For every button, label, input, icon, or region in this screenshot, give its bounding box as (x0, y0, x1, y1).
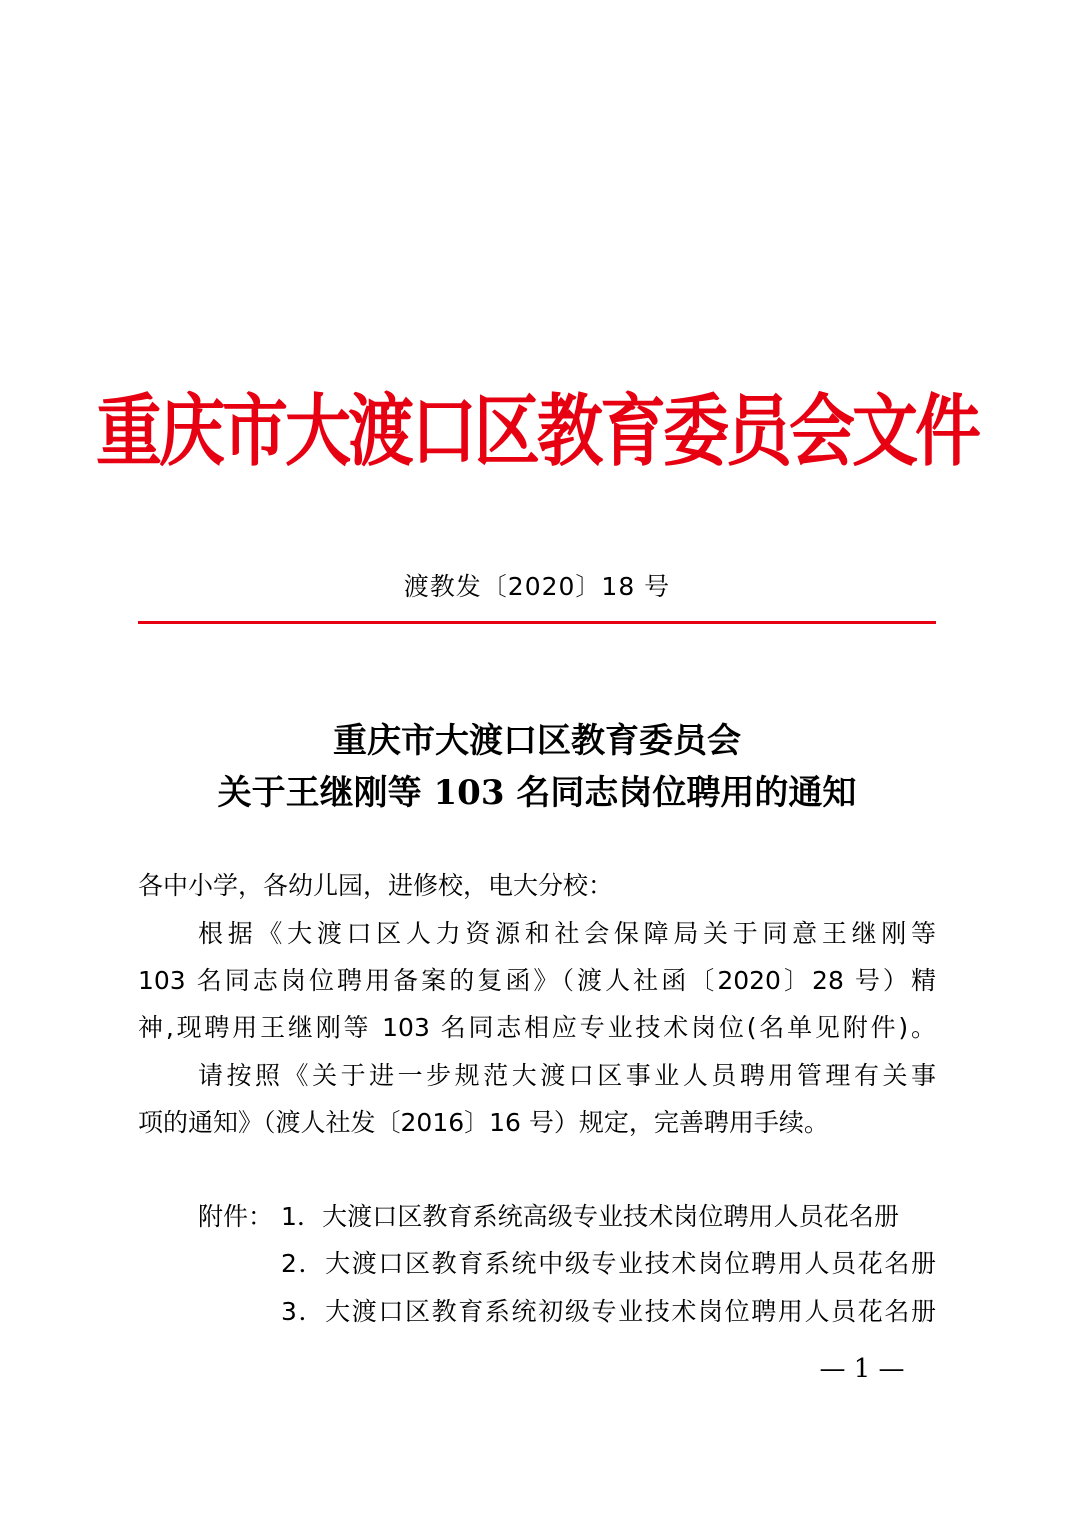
paragraph-2-line-2: 项的通知》（渡人社发〔2016〕16 号）规定，完善聘用手续。 (138, 1108, 829, 1137)
paragraph-1-line-2: 103 名同志岗位聘用备案的复函》（渡人社函〔2020〕28 号）精 (138, 966, 936, 995)
attachment-item-2: 2．大渡口区教育系统中级专业技术岗位聘用人员花名册 (281, 1249, 936, 1278)
notice-title-line-1: 重庆市大渡口区教育委员会 (333, 721, 741, 761)
letterhead-divider (138, 621, 936, 624)
paragraph-2-line-1: 请按照《关于进一步规范大渡口区事业人员聘用管理有关事 (198, 1061, 936, 1090)
document-number: 渡教发〔2020〕18 号 (403, 572, 671, 601)
paragraph-1-line-1: 根据《大渡口区人力资源和社会保障局关于同意王继刚等 (198, 919, 936, 948)
paragraph-1-line-3: 神,现聘用王继刚等 103 名同志相应专业技术岗位(名单见附件)。 (138, 1013, 936, 1042)
salutation: 各中小学，各幼儿园，进修校，电大分校： (138, 871, 614, 900)
page-number: — 1 — (819, 1354, 905, 1384)
attachments-label: 附件： (198, 1202, 274, 1231)
letterhead-title: 重庆市大渡口区教育委员会文件 (96, 384, 978, 478)
attachment-item-1: 1．大渡口区教育系统高级专业技术岗位聘用人员花名册 (281, 1202, 899, 1231)
notice-title-line-2: 关于王继刚等 103 名同志岗位聘用的通知 (217, 773, 857, 813)
attachment-item-3: 3．大渡口区教育系统初级专业技术岗位聘用人员花名册 (281, 1297, 936, 1326)
